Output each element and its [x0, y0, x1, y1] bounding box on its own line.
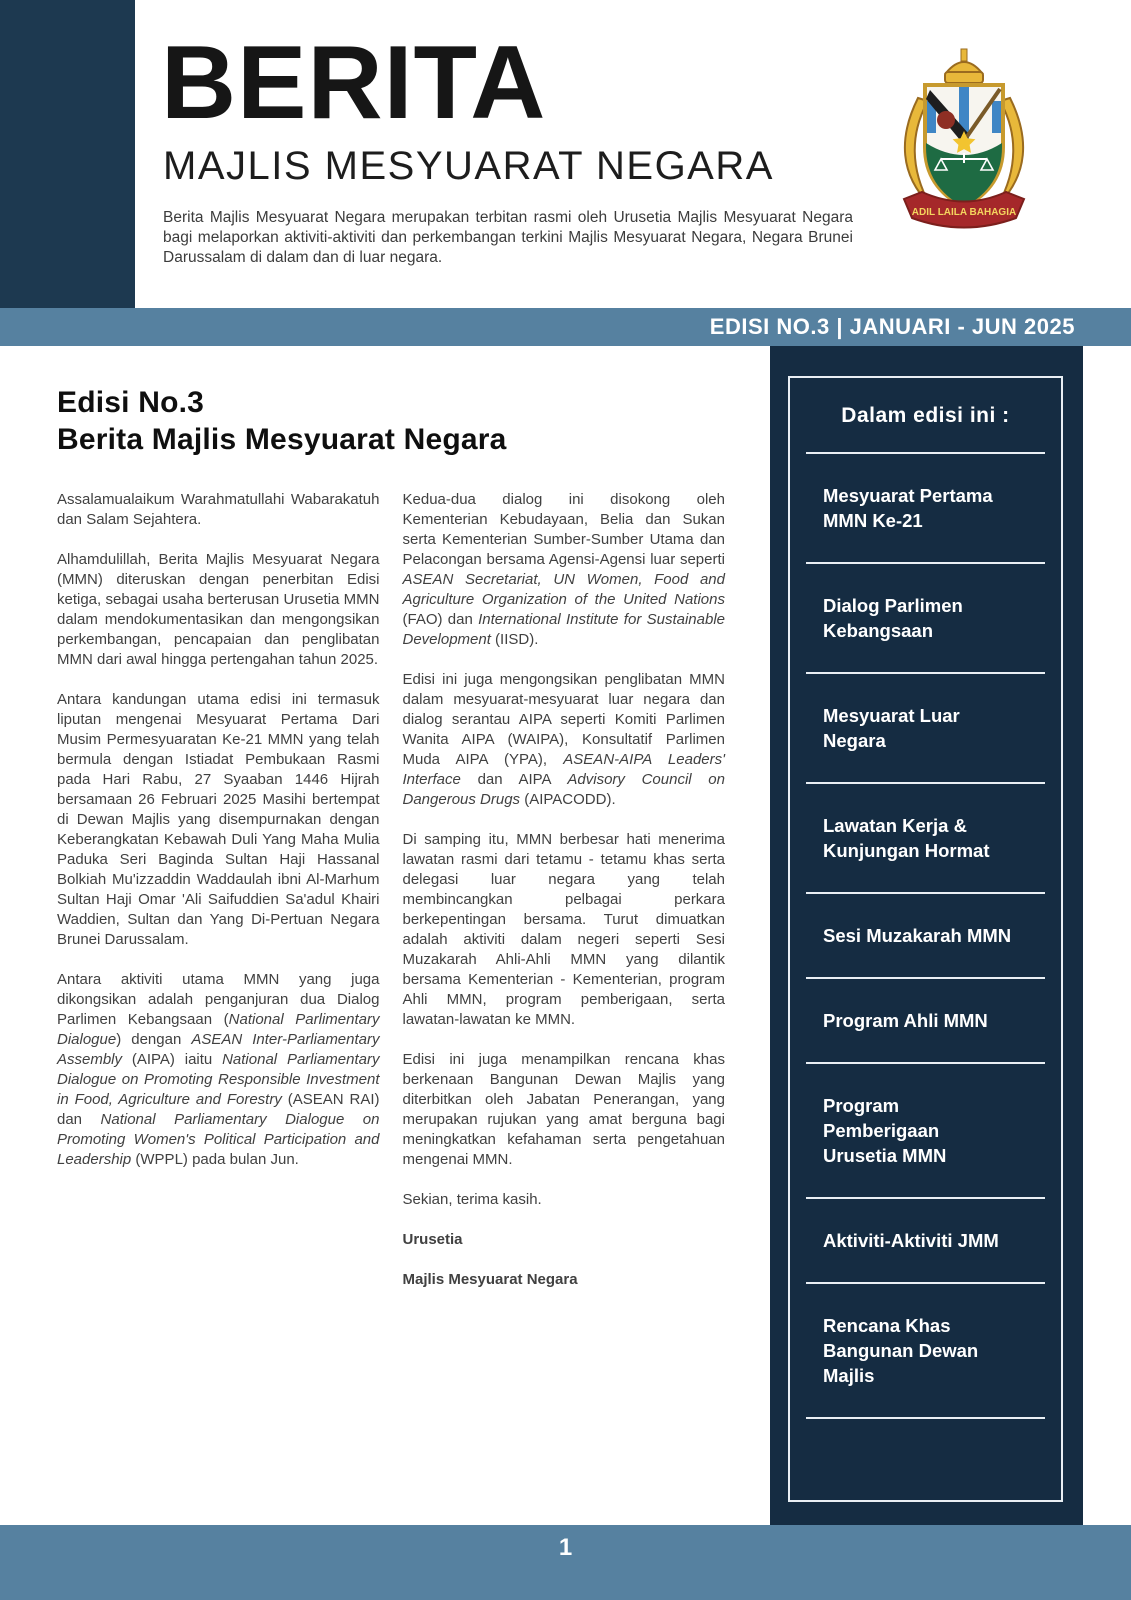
- paragraph-supporting-agencies: Kedua-dua dialog ini disokong oleh Kementerian Kebudayaan, Belia dan Sukan serta Kementerian Sumber-Sumber Utama dan Pelacongan bersama Agensi-Agensi luar seperti ASEAN Secretariat, UN Women, Food and Agriculture Organization of the United Nations (FAO) dan International Institute for Sustainable Development (IISD).: [402, 491, 725, 648]
- national-crest-icon: [888, 40, 1040, 236]
- paragraph-closing: Sekian, terima kasih.: [402, 1191, 542, 1208]
- edition-banner: [0, 308, 1131, 346]
- article-column-left: [57, 490, 380, 1310]
- edition-label: EDISI NO.3 | JANUARI - JUN 2025: [709, 314, 1075, 339]
- toc-item-mesyuarat-luar-negara: Mesyuarat Luar Negara: [806, 674, 1045, 784]
- paragraph-introduction: Alhamdulillah, Berita Majlis Mesyuarat Negara (MMN) diteruskan dengan penerbitan Edisi ketiga, sebagai usaha berterusan Urusetia MMN dalam mendokumentasikan dan mengongsikan perkembangan, pencapaian dan penglibatan MMN dari awal hingga pertengahan tahun 2025.: [57, 551, 380, 668]
- article-heading-line-1: Edisi No.3: [57, 386, 205, 419]
- newsletter-description: Berita Majlis Mesyuarat Negara merupakan terbitan rasmi oleh Urusetia Majlis Mesyuarat Negara bagi melaporkan aktiviti-aktiviti dan perkembangan terkini Majlis Mesyuarat Negara, Negara Brunei Darussalam di dalam dan di luar negara.: [163, 209, 853, 267]
- paragraph-dialogues: Antara aktiviti utama MMN yang juga dikongsikan adalah penganjuran dua Dialog Parlimen Kebangsaan (National Parlimentary Dialogue) dengan ASEAN Inter-Parliamentary Assembly (AIPA) iaitu National Parliamentary Dialogue on Promoting Responsible Investment in Food, Agriculture and Forestry (ASEAN RAI) dan National Parliamentary Dialogue on Promoting Women's Political Participation and Leadership (WPPL) pada bulan Jun.: [57, 971, 380, 1168]
- toc-item-program-ahli: Program Ahli MMN: [806, 979, 1045, 1064]
- paragraph-aipa-meetings: Edisi ini juga mengongsikan penglibatan MMN dalam mesyuarat-mesyuarat luar negara dan dialog serantau AIPA seperti Komiti Parlimen Wanita AIPA (WAIPA), Konsultatif Parlimen Muda AIPA (YPA), ASEAN-AIPA Leaders' Interface dan AIPA Advisory Council on Dangerous Drugs (AIPACODD).: [402, 671, 725, 808]
- article-heading-line-2: Berita Majlis Mesyuarat Negara: [57, 423, 507, 456]
- toc-item-aktiviti-jmm: Aktiviti-Aktiviti JMM: [806, 1199, 1045, 1284]
- newsletter-subtitle: MAJLIS MESYUARAT NEGARA: [163, 144, 774, 189]
- in-this-edition-panel: [770, 346, 1083, 1525]
- toc-item-lawatan-kerja: Lawatan Kerja & Kunjungan Hormat: [806, 784, 1045, 894]
- toc-item-program-pemberigaan: Program Pemberigaan Urusetia MMN: [806, 1064, 1045, 1199]
- paragraph-main-contents: Antara kandungan utama edisi ini termasuk liputan mengenai Mesyuarat Pertama Dari Musim Permesyuaratan Ke-21 MMN yang telah bermula dengan Istiadat Pembukaan Rasmi pada Hari Rabu, 27 Syaaban 1446 Hijrah bersamaan 26 Februari 2025 Masihi bertempat di Dewan Majlis yang disempurnakan dengan Keberangkatan Kebawah Duli Yang Maha Mulia Paduka Seri Baginda Sultan Haji Hassanal Bolkiah Mu'izzaddin Waddaulah ibni Al-Marhum Sultan Haji Omar 'Ali Saifuddien Sa'adul Khairi Waddien, Sultan dan Yang Di-Pertuan Negara Brunei Darussalam.: [57, 691, 380, 948]
- crest-motto: ADIL LAILA BAHAGIA: [911, 207, 1017, 218]
- masthead: [0, 0, 1131, 308]
- toc-item-sesi-muzakarah: Sesi Muzakarah MMN: [806, 894, 1045, 979]
- page-number: 1: [558, 1534, 573, 1561]
- signature-line-2: Majlis Mesyuarat Negara: [402, 1271, 578, 1288]
- signature-line-1: Urusetia: [402, 1231, 463, 1248]
- masthead-text: [161, 25, 861, 268]
- paragraph-greeting: Assalamualaikum Warahmatullahi Wabarakatuh dan Salam Sejahtera.: [57, 491, 380, 528]
- paragraph-visits: Di samping itu, MMN berbesar hati menerima lawatan rasmi dari tetamu - tetamu khas serta delegasi luar negara yang telah membincangkan pelbagai perkara berkepentingan bersama. Turut dimuatkan adalah aktiviti dalam negeri seperti Sesi Muzakarah Ahli-Ahli MMN yang dilantik bersama Kementerian - Kementerian, program Ahli MMN, program pemberigaan, serta lawatan-lawatan ke MMN.: [402, 831, 725, 1028]
- article-heading: [57, 384, 725, 458]
- article-columns: [57, 490, 725, 1310]
- paragraph-special-feature: Edisi ini juga menampilkan rencana khas berkenaan Bangunan Dewan Majlis yang diterbitkan oleh Jabatan Penerangan, yang merupakan rujukan yang amat berguna bagi meningkatkan kefahaman serta pengetahuan mengenai MMN.: [402, 1051, 725, 1168]
- in-this-edition-box: [788, 376, 1063, 1502]
- toc-item-rencana-khas: Rencana Khas Bangunan Dewan Majlis: [806, 1284, 1045, 1419]
- editorial-article: [57, 384, 725, 1310]
- main-content: [0, 346, 1131, 1525]
- article-column-right: [403, 490, 726, 1310]
- toc-item-mesyuarat-pertama: Mesyuarat Pertama MMN Ke-21: [806, 454, 1045, 564]
- toc-item-dialog-parlimen: Dialog Parlimen Kebangsaan: [806, 564, 1045, 674]
- sidebar-title: Dalam edisi ini :: [806, 378, 1045, 454]
- newsletter-title: BERITA: [161, 25, 547, 141]
- page-footer: [0, 1525, 1131, 1600]
